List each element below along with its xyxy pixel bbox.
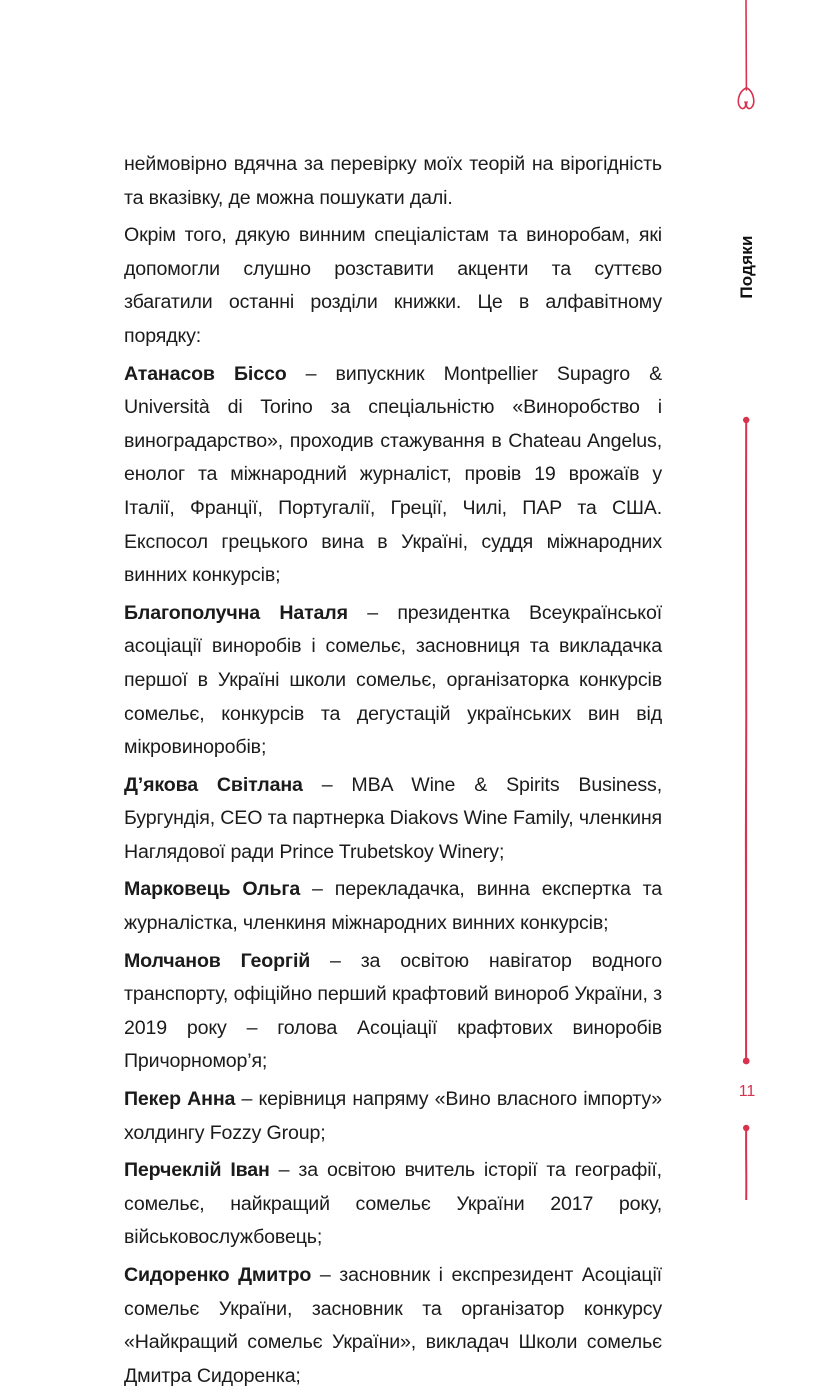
paragraph-text: неймовірно вдячна за перевірку моїх теорій на вірогідність та вказівку, де можна пошукати далі. xyxy=(124,153,662,209)
decorative-ribbon-ornament xyxy=(722,0,772,1200)
person-name: Пекер Анна xyxy=(124,1088,236,1111)
acknowledgement-entry xyxy=(124,945,662,1079)
person-description: – MBA Wine & Spirits Business, Бургундія, CEO та партнерка Diakovs Wine Family, членкиня Наглядової ради Prince Trubetskoy Winery; xyxy=(124,773,662,863)
acknowledgement-entry xyxy=(124,873,662,940)
person-name: Молчанов Георгій xyxy=(124,949,311,972)
person-name: Д’якова Світлана xyxy=(124,773,303,796)
paragraph xyxy=(124,148,662,215)
paragraph xyxy=(124,219,662,353)
person-description: – керівниця напряму «Вино власного імпорту» холдингу Fozzy Group; xyxy=(124,1088,662,1144)
page-number: 11 xyxy=(738,1083,756,1100)
person-name: Перчеклій Іван xyxy=(124,1159,270,1182)
person-description: – президентка Всеукраїнської асоціації виноробів і сомельє, засновниця та викладачка першої в Україні школи сомельє, організаторка конкурсів сомельє, конкурсів та дегустацій українських вин від мікровиноробів; xyxy=(124,601,662,759)
body-text xyxy=(124,148,662,1397)
person-description: – засновник і експрезидент Асоціації сомельє України, засновник та організатор конкурсу «Найкращий сомельє України», викладач Школи сомельє Дмитра Сидоренка; xyxy=(124,1264,662,1387)
person-name: Благополучна Наталя xyxy=(124,601,348,624)
running-header-side-label xyxy=(733,222,761,312)
acknowledgement-entry xyxy=(124,1083,662,1150)
person-description: – за освітою навігатор водного транспорту, офіційно перший крафтовий винороб України, з 2019 року – голова Асоціації крафтових виноробів Причорномор’я; xyxy=(124,949,662,1073)
person-name: Марковець Ольга xyxy=(124,878,301,901)
person-name: Сидоренко Дмитро xyxy=(124,1264,312,1286)
acknowledgement-entry xyxy=(124,1259,662,1393)
side-label-text: Подяки xyxy=(737,235,756,299)
acknowledgement-entry xyxy=(124,358,662,593)
acknowledgement-entry xyxy=(124,769,662,870)
person-description: – перекладачка, винна експертка та журналістка, членкиня міжнародних винних конкурсів; xyxy=(124,878,662,935)
person-description: – за освітою вчитель історії та географії, сомельє, найкращий сомельє України 2017 року, військовослужбовець; xyxy=(124,1159,662,1249)
acknowledgement-entry xyxy=(124,597,662,765)
acknowledgement-entry xyxy=(124,1154,662,1255)
person-name: Атанасов Біссо xyxy=(124,362,287,385)
person-description: – випускник Montpellier Supagro & Università di Torino за спеціальністю «Виноробство і виноградарство», проходив стажування в Chateau Angelus, енолог та міжнародний журналіст, провів 19 врожаїв у Італії, Франції, Португалії, Греції, Чилі, ПАР та США. Експосол грецького вина в Україні, суддя міжнародних винних конкурсів; xyxy=(124,362,662,587)
paragraph-text: Окрім того, дякую винним спеціалістам та виноробам, які допомогли слушно розставити акценти та суттєво збагатили останні розділи книжки. Це в алфавітному порядку: xyxy=(124,224,662,347)
